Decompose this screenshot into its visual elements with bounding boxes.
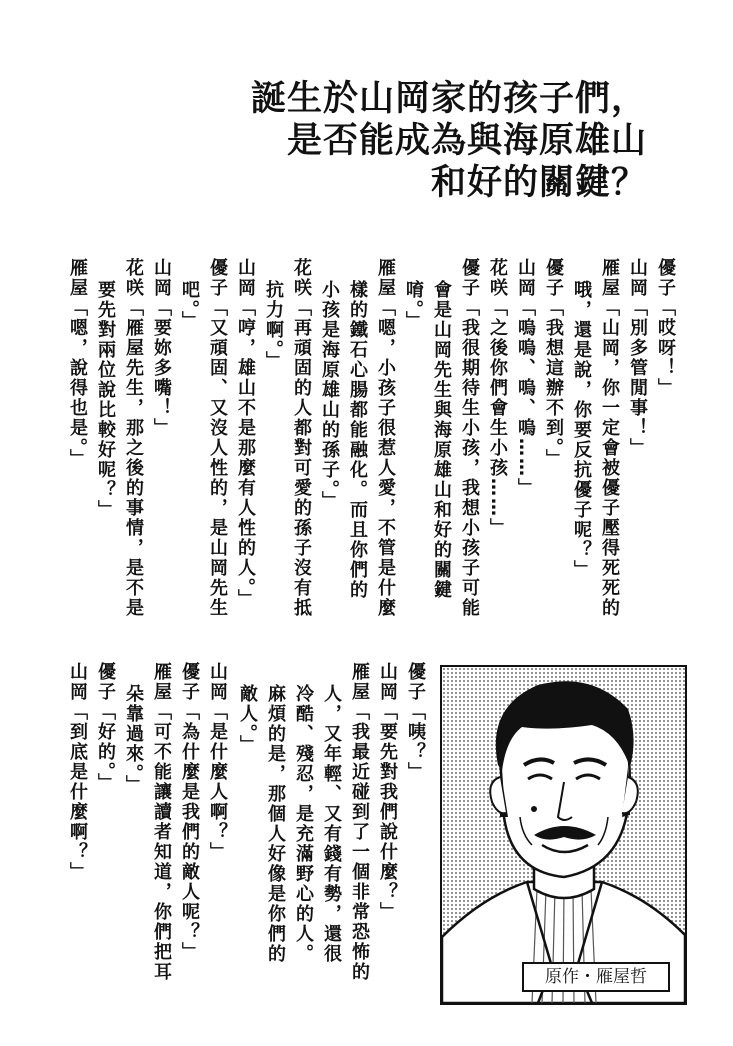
dialogue-line: 優子「咦？」 [405,662,426,782]
headline-line-2: 是否能成為與海原雄山 [286,120,647,161]
dialogue-line: 雁屋「嗯，小孩子很惹人愛，不管是什麼 [375,258,396,618]
dialogue-line: 唷。」 [403,280,424,331]
dialogue-line: 花咲「雁屋先生，那之後的事情，是不是 [123,258,144,618]
dialogue-line: 雁屋「我最近碰到了一個非常恐怖的 [349,662,370,982]
portrait-illustration [442,667,685,1003]
dialogue-line: 山岡「是什麼人啊？」 [207,662,228,862]
dialogue-line: 樣的鐵石心腸都能融化。而且你們的 [347,280,368,600]
dialogue-line: 朵靠過來。」 [123,684,144,795]
dialogue-line: 敵人。」 [237,684,258,755]
author-portrait [440,665,687,1005]
dialogue-line: 優子「好的。」 [95,662,116,793]
headline [247,78,647,204]
dialogue-line: 冷酷、殘忍，是充滿野心的人。 [293,684,314,964]
headline-line-3: 和好的關鍵？ [430,162,647,203]
dialogue-line: 雁屋「山岡，你一定會被優子壓得死死的 [599,258,620,618]
dialogue-line: 優子「為什麼是我們的敵人呢？」 [179,662,200,962]
dialogue-line: 雁屋「嗯，說得也是。」 [67,258,88,469]
dialogue-line: 哦，還是說，你要反抗優子呢？」 [571,280,592,580]
dialogue-line: 山岡「要先對我們說什麼？」 [377,662,398,922]
dialogue-line: 優子「我很期待生小孩，我想小孩子可能 [459,258,480,618]
dialogue-line: 花咲「之後你們會生小孩……」 [487,258,508,538]
dialogue-line: 吧。」 [179,280,200,331]
dialogue-line: 麻煩的是，那個人好像是你們的 [265,684,286,964]
dialogue-line: 山岡「嗚嗚、嗚、嗚……」 [515,258,536,498]
dialogue-line: 山岡「要妳多嘴！」 [151,258,172,438]
dialogue-line: 抗力啊。」 [263,280,284,371]
dialogue-line: 會是山岡先生與海原雄山和好的關鍵 [431,280,452,600]
dialogue-line: 人，又年輕、又有錢有勢，還很 [321,684,342,964]
dialogue-line: 要先對兩位說比較好呢？」 [95,280,116,520]
dialogue-line: 山岡「到底是什麼啊？」 [67,662,88,882]
dialogue-line: 花咲「再頑固的人都對可愛的孫子沒有抵 [291,258,312,618]
dialogue-line: 山岡「別多管閒事！」 [627,258,648,458]
headline-line-1: 誕生於山岡家的孩子們， [250,78,647,119]
dialogue-line: 小孩是海原雄山的孫子。」 [319,280,340,511]
portrait-caption: 原作・雁屋哲 [522,962,670,992]
dialogue-line: 優子「又頑固、又沒人性的，是山岡先生 [207,258,228,618]
dialogue-line: 山岡「哼，雄山不是那麼有人性的人。」 [235,258,256,609]
dialogue-line: 優子「我想這辦不到。」 [543,258,564,469]
dialogue-line: 優子「哎呀！」 [655,258,676,398]
dialogue-line: 雁屋「可不能讓讀者知道，你們把耳 [151,662,172,982]
